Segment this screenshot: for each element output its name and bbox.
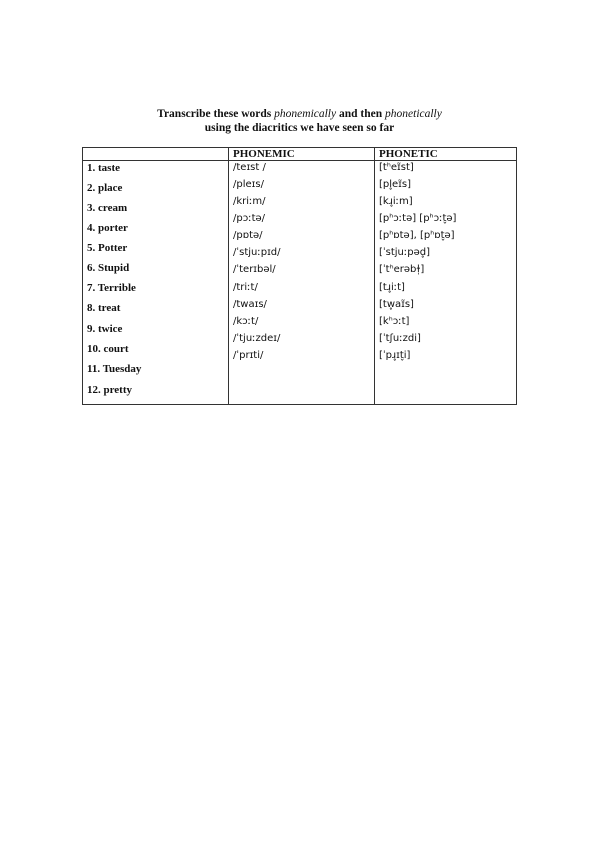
phonemic-8: /triːt/ <box>233 282 258 293</box>
phonetic-header: PHONETIC <box>379 148 438 160</box>
word-5: 5. Potter <box>87 242 128 254</box>
word-6: 6. Stupid <box>87 262 130 274</box>
instruction-line-1 <box>0 107 599 121</box>
word-7: 7. Terrible <box>87 282 136 294</box>
phonetic-2: [pl̥eɪ̃s] <box>379 179 412 190</box>
word-2: 2. place <box>87 182 123 194</box>
word-8: 8. treat <box>87 302 121 314</box>
phonemic-5: /pɒtə/ <box>233 230 263 241</box>
instruction-line-2: using the diacritics we have seen so far <box>204 122 395 134</box>
words-column <box>83 148 228 404</box>
phonemic-column <box>228 148 374 404</box>
instruction-term-phonetically: phonetically <box>385 108 442 120</box>
instruction-heading <box>0 107 599 135</box>
phonetic-8: [tɹ̥iːt] <box>379 282 405 293</box>
word-12: 12. pretty <box>87 384 133 396</box>
phonetic-10: [kʰɔːt] <box>379 316 410 327</box>
instruction-text-a: Transcribe these words <box>157 108 275 120</box>
phonemic-2: /pleɪs/ <box>233 179 264 190</box>
phonemic-6: /ˈstjuːpɪd/ <box>233 247 281 258</box>
transcription-table <box>82 147 517 405</box>
word-10: 10. court <box>87 343 129 355</box>
phonemic-header: PHONEMIC <box>233 148 295 160</box>
phonemic-9: /twaɪs/ <box>233 299 267 310</box>
phonemic-4: /pɔːtə/ <box>233 213 266 224</box>
phonetic-9: [tw̥aɪ̃s] <box>379 299 414 310</box>
phonemic-1: /teɪst / <box>233 162 266 173</box>
phonetic-5: [pʰɒtə], [pʰɒt̬ə] <box>379 230 455 241</box>
phonetic-11: [ˈtʃuːzdi] <box>379 333 421 344</box>
phonetic-6: [ˈstjuːpəd̥] <box>379 247 431 258</box>
phonetic-4: [pʰɔːtə] [pʰɔːt̬ə] <box>379 213 457 224</box>
phonetic-1: [tʰeɪ̃st] <box>379 162 414 173</box>
instruction-text-c: and then <box>336 108 386 120</box>
phonetic-12: [ˈpɹ̥ɪt̬i] <box>379 350 411 361</box>
phonemic-11: /ˈtjuːzdeɪ/ <box>233 333 281 344</box>
phonetic-3: [kɹ̥iːm] <box>379 196 413 207</box>
phonemic-10: /kɔːt/ <box>233 316 259 327</box>
phonemic-12: /ˈprɪti/ <box>233 350 264 361</box>
phonemic-3: /kriːm/ <box>233 196 266 207</box>
instruction-term-phonemically: phonemically <box>274 108 337 120</box>
word-4: 4. porter <box>87 222 128 234</box>
word-1: 1. taste <box>87 162 120 174</box>
word-9: 9. twice <box>87 323 123 335</box>
phonemic-7: /ˈterɪbəl/ <box>233 264 276 275</box>
word-3: 3. cream <box>87 202 128 214</box>
phonetic-7: [ˈtʰerəbɫ̩] <box>379 264 425 275</box>
word-11: 11. Tuesday <box>87 363 142 375</box>
phonetic-column <box>374 148 517 404</box>
